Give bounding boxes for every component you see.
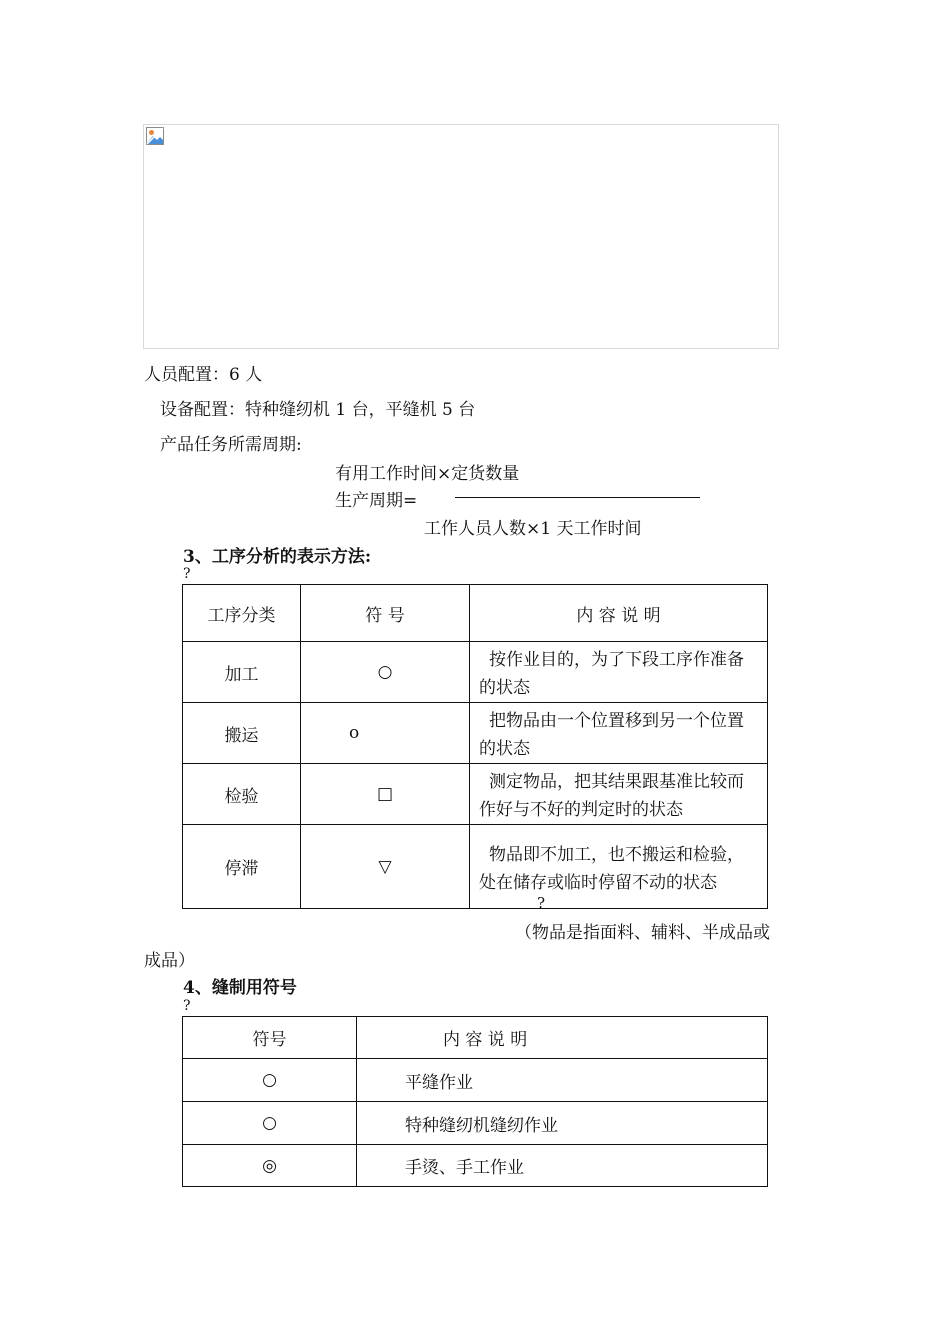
formula-denominator: 工作人员人数×1 天工作时间 (424, 519, 642, 539)
table-row (183, 703, 768, 764)
symbol-cell: ▽ (301, 825, 470, 909)
table-header-row (183, 585, 768, 642)
section4-marker: ? (183, 998, 191, 1014)
desc-cell: 手烫、手工作业 (357, 1145, 768, 1187)
table-row (183, 1059, 768, 1102)
table-header-row (183, 1017, 768, 1059)
formula-lhs: 生产周期= (335, 491, 418, 511)
desc-cell (470, 764, 768, 825)
desc-cell (470, 825, 768, 909)
symbol-cell: □ (301, 764, 470, 825)
header-cell: 符 号 (301, 585, 470, 642)
section4-title: 4、缝制用符号 (183, 978, 297, 998)
desc-text: 按作业目的，为了下段工序作准备的状态 (479, 650, 744, 698)
table-row (183, 642, 768, 703)
table-row (183, 825, 768, 909)
symbol-cell: ○ (301, 642, 470, 703)
type-cell: 检验 (183, 764, 301, 825)
desc-cell (470, 703, 768, 764)
section3-title: 3、工序分析的表示方法: (183, 547, 372, 567)
desc-cell: 特种缝纫机缝纫作业 (357, 1102, 768, 1145)
table-row (183, 1145, 768, 1187)
header-cell: 内 容 说 明 (470, 585, 768, 642)
type-cell: 停滞 (183, 825, 301, 909)
broken-image-icon (146, 127, 164, 145)
symbol-cell: ◎ (183, 1145, 357, 1187)
desc-text: 测定物品，把其结果跟基准比较而作好与不好的判定时的状态 (479, 772, 744, 820)
fraction-line (455, 497, 700, 498)
cycle-title: 产品任务所需周期: (160, 435, 302, 455)
note-line-2: 成品） (144, 951, 195, 971)
sewing-symbol-table (182, 1016, 768, 1187)
header-cell: 符号 (183, 1017, 357, 1059)
note-line-1: （物品是指面料、辅料、半成品或 (515, 923, 770, 943)
process-table (182, 584, 768, 909)
desc-text: 物品即不加工，也不搬运和检验，处在储存或临时停留不动的状态 (479, 844, 744, 893)
header-cell: 内 容 说 明 (357, 1017, 768, 1059)
symbol-cell: o (301, 703, 470, 764)
image-placeholder (143, 124, 779, 349)
table-row (183, 1102, 768, 1145)
desc-text: 把物品由一个位置移到另一个位置的状态 (479, 711, 744, 759)
formula-numerator: 有用工作时间×定货数量 (335, 464, 520, 484)
symbol-cell: ○ (183, 1102, 357, 1145)
desc-cell (470, 642, 768, 703)
header-cell: 工序分类 (183, 585, 301, 642)
equipment-text: 设备配置：特种缝纫机 1 台，平缝机 5 台 (160, 400, 476, 420)
table-row (183, 764, 768, 825)
desc-cell: 平缝作业 (357, 1059, 768, 1102)
staffing-text: 人员配置：6 人 (144, 365, 263, 385)
type-cell: 加工 (183, 642, 301, 703)
symbol-cell: ○ (183, 1059, 357, 1102)
section3-marker: ? (183, 566, 191, 582)
type-cell: 搬运 (183, 703, 301, 764)
after-table-marker: ? (537, 894, 546, 912)
